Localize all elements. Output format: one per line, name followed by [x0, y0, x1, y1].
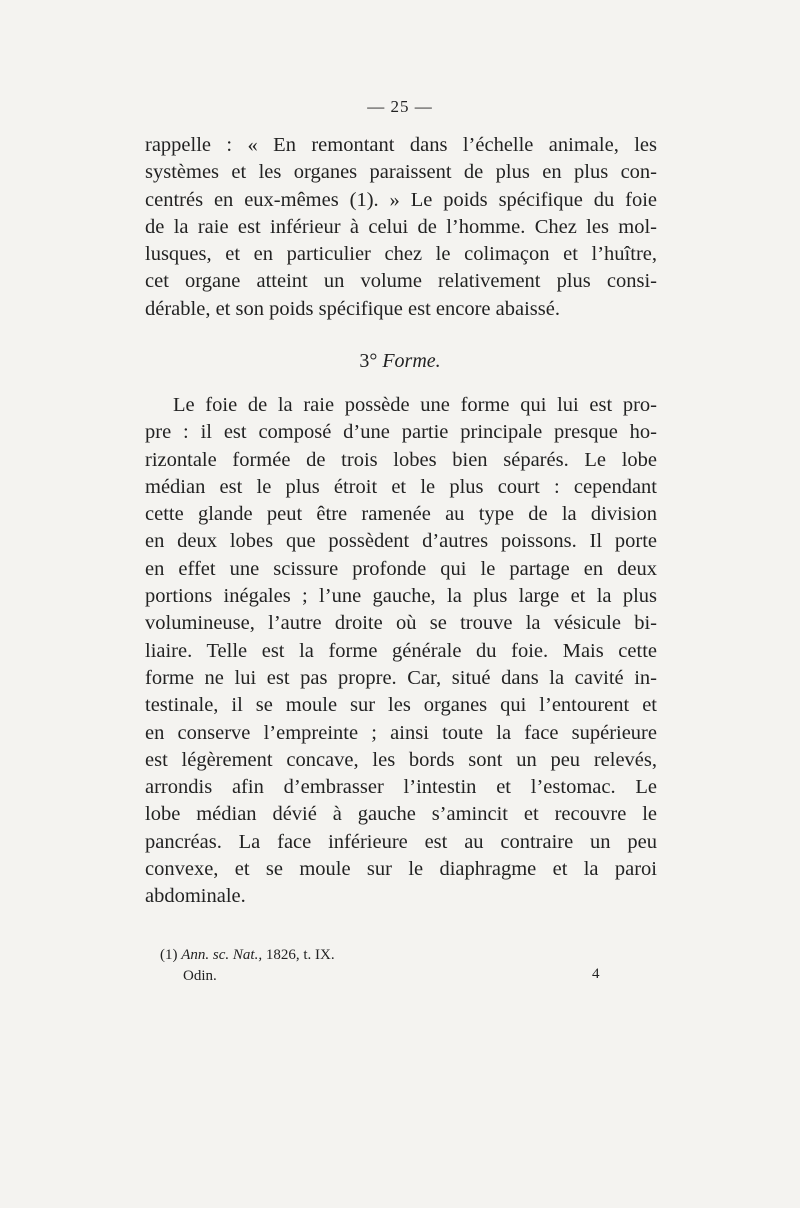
paragraph-line: rappelle : « En remontant dans l’échelle animale, les: [145, 134, 657, 156]
paragraph-line: médian est le plus étroit et le plus court : cependant: [145, 475, 657, 498]
paragraph-line: rizontale formée de trois lobes bien séparés. Le lobe: [145, 448, 657, 471]
paragraph-line: testinale, il se moule sur les organes qui l’entourent et: [145, 694, 657, 717]
paragraph-line: pre : il est composé d’une partie principale presque ho-: [145, 421, 657, 444]
paragraph-line: cet organe atteint un volume relativement plus consi-: [145, 270, 657, 293]
footnote-detail: 1826, t. IX.: [265, 947, 335, 963]
paragraph-line: abdominale.: [145, 885, 246, 908]
paragraph-line: convexe, et se moule sur le diaphragme et la paroi: [145, 858, 657, 881]
section-title: Forme.: [382, 350, 441, 372]
paragraph-line: portions inégales ; l’une gauche, la plus large et la plus: [145, 585, 657, 608]
paragraph-line: systèmes et les organes paraissent de plus en plus con-: [145, 161, 657, 184]
paragraph-line: lobe médian dévié à gauche s’amincit et recouvre le: [145, 803, 657, 826]
printer-signature: Odin.: [183, 968, 217, 984]
paragraph-line: pancréas. La face inférieure est au contraire un peu: [145, 830, 657, 853]
sheet-number: 4: [592, 966, 600, 982]
paragraph-line: arrondis afin d’embrasser l’intestin et l’estomac. Le: [145, 776, 657, 799]
paragraph-line: est légèrement concave, les bords sont un peu relevés,: [145, 748, 657, 771]
page-number: — 25 —: [367, 97, 433, 116]
paragraph-1: [145, 132, 657, 323]
paragraph-line: volumineuse, l’autre droite où se trouve la vésicule bi-: [145, 612, 657, 635]
footnote: [160, 942, 335, 968]
paragraph-line: dérable, et son poids spécifique est encore abaissé.: [145, 297, 560, 320]
paragraph-line: en deux lobes que possèdent d’autres poissons. Il porte: [145, 530, 657, 553]
paragraph-line: de la raie est inférieur à celui de l’homme. Chez les mol-: [145, 215, 657, 238]
paragraph-line: centrés en eux-mêmes (1). » Le poids spécifique du foie: [145, 188, 657, 211]
section-number: 3°: [359, 350, 378, 372]
paragraph-line: lusques, et en particulier chez le colimaçon et l’huître,: [145, 243, 657, 266]
footnote-marker: (1): [160, 947, 178, 963]
section-heading: [0, 350, 800, 373]
paragraph-line: cette glande peut être ramenée au type de la division: [145, 503, 657, 526]
paragraph-line: en effet une scissure profonde qui le partage en deux: [145, 557, 657, 580]
paragraph-line: Le foie de la raie possède une forme qui lui est pro-: [173, 394, 657, 416]
paragraph-line: liaire. Telle est la forme générale du foie. Mais cette: [145, 639, 657, 662]
paragraph-2: [145, 392, 657, 911]
footnote-source: Ann. sc. Nat.,: [181, 947, 263, 963]
paragraph-line: en conserve l’empreinte ; ainsi toute la face supérieure: [145, 721, 657, 744]
paragraph-line: forme ne lui est pas propre. Car, situé dans la cavité in-: [145, 666, 657, 689]
